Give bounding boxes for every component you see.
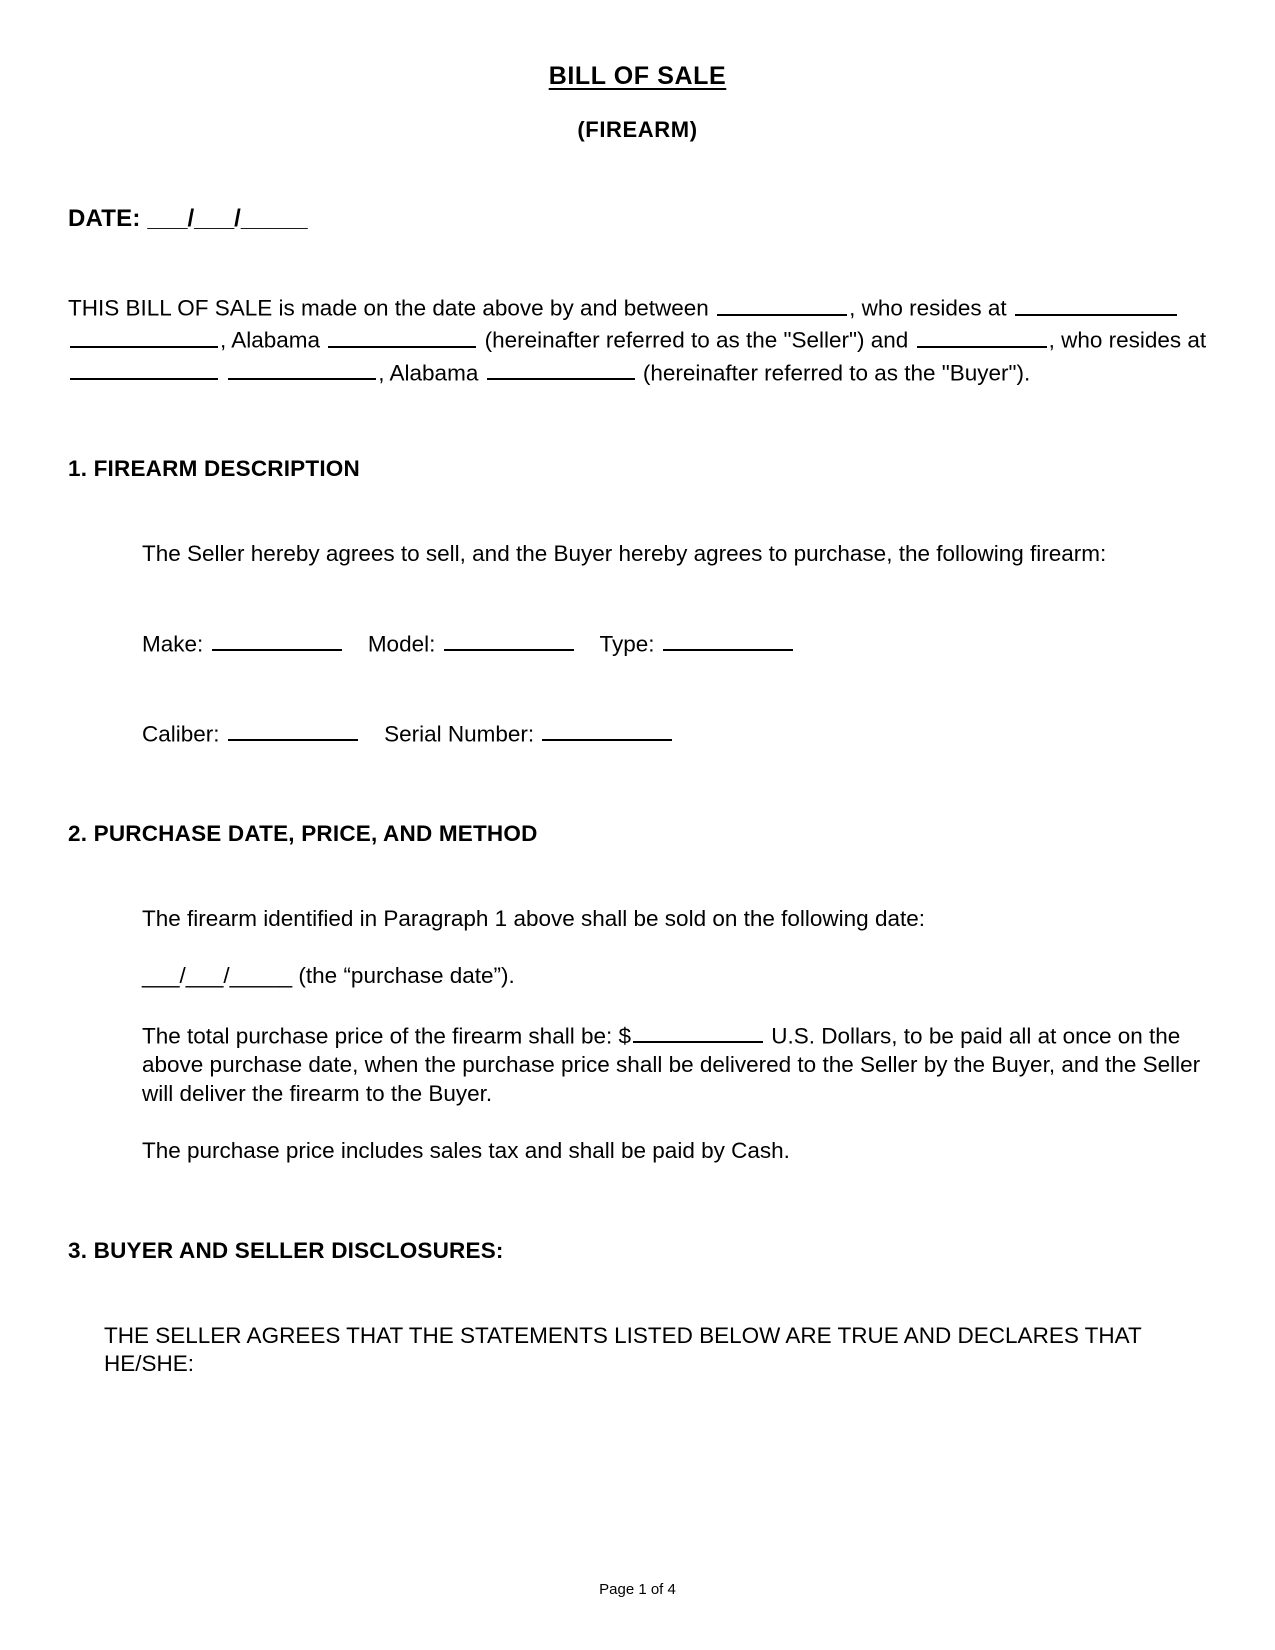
intro-text-2: , who resides at bbox=[849, 295, 1007, 321]
buyer-name-blank[interactable] bbox=[917, 323, 1047, 348]
model-label: Model: bbox=[367, 631, 436, 657]
seller-name-blank[interactable] bbox=[717, 291, 847, 316]
buyer-city-blank[interactable] bbox=[228, 356, 376, 381]
intro-text-3: , Alabama bbox=[220, 327, 321, 353]
serial-number-input-blank[interactable] bbox=[542, 717, 672, 742]
purchase-price-suffix: U.S. Dollars, to be paid all at once on the above purchase date, when the purchase price shall be delivered to the Seller by the Buyer, and the Seller will deliver the firearm to the Buyer. bbox=[142, 1023, 1201, 1106]
intro-text-5: , who resides at bbox=[1048, 327, 1207, 353]
purchase-date-blanks[interactable]: ___/___/_____ bbox=[142, 963, 293, 989]
section1-intro-paragraph: The Seller hereby agrees to sell, and the Buyer hereby agrees to purchase, the following firearm: bbox=[142, 540, 1107, 566]
page-subtitle: (FIREARM) bbox=[577, 117, 698, 142]
intro-paragraph bbox=[68, 233, 1207, 388]
intro-text-6: , Alabama bbox=[378, 360, 479, 386]
intro-text-7: (hereinafter referred to as the "Buyer"). bbox=[642, 360, 1031, 386]
intro-text-1: THIS BILL OF SALE is made on the date above by and between bbox=[68, 295, 709, 321]
date-field-row bbox=[68, 143, 1207, 233]
purchase-date-row bbox=[142, 934, 1207, 991]
section2-paragraph-tax: The purchase price includes sales tax and shall be paid by Cash. bbox=[142, 1137, 790, 1163]
caliber-label: Caliber: bbox=[142, 721, 220, 747]
make-input-blank[interactable] bbox=[212, 627, 342, 652]
buyer-address-blank[interactable] bbox=[70, 356, 218, 381]
section2-paragraph-price bbox=[142, 991, 1207, 1109]
purchase-price-blank[interactable] bbox=[633, 1019, 763, 1044]
firearm-fields-row-1 bbox=[142, 569, 1207, 659]
seller-address-blank[interactable] bbox=[1015, 291, 1177, 316]
seller-zip-blank[interactable] bbox=[328, 323, 476, 348]
type-input-blank[interactable] bbox=[663, 627, 793, 652]
date-input-blanks[interactable]: ___/___/_____ bbox=[147, 205, 308, 232]
serial-number-label: Serial Number: bbox=[384, 721, 535, 747]
section2-paragraph-1: The firearm identified in Paragraph 1 above shall be sold on the following date: bbox=[142, 906, 925, 932]
purchase-date-caption: (the “purchase date”). bbox=[298, 963, 515, 989]
section3-paragraph-1: THE SELLER AGREES THAT THE STATEMENTS LISTED BELOW ARE TRUE AND DECLARES THAT HE/SHE: bbox=[104, 1322, 1142, 1377]
page-title bbox=[68, 52, 1207, 91]
date-label: DATE: bbox=[68, 205, 141, 232]
section-heading-purchase-date-price-method: 2. PURCHASE DATE, PRICE, AND METHOD bbox=[68, 821, 538, 847]
buyer-zip-blank[interactable] bbox=[487, 356, 635, 381]
section-heading-firearm-description: 1. FIREARM DESCRIPTION bbox=[68, 455, 360, 481]
page-title-text: BILL OF SALE bbox=[548, 62, 727, 90]
page-footer: Page 1 of 4 bbox=[599, 1581, 676, 1598]
intro-text-4: (hereinafter referred to as the "Seller") and bbox=[484, 327, 909, 353]
type-label: Type: bbox=[599, 631, 655, 657]
make-label: Make: bbox=[142, 631, 204, 657]
seller-city-blank[interactable] bbox=[70, 323, 218, 348]
model-input-blank[interactable] bbox=[444, 627, 574, 652]
purchase-price-prefix: The total purchase price of the firearm shall be: $ bbox=[142, 1023, 632, 1049]
section-heading-buyer-seller-disclosures: 3. BUYER AND SELLER DISCLOSURES: bbox=[68, 1237, 504, 1263]
firearm-fields-row-2 bbox=[142, 659, 1207, 749]
caliber-input-blank[interactable] bbox=[228, 717, 358, 742]
